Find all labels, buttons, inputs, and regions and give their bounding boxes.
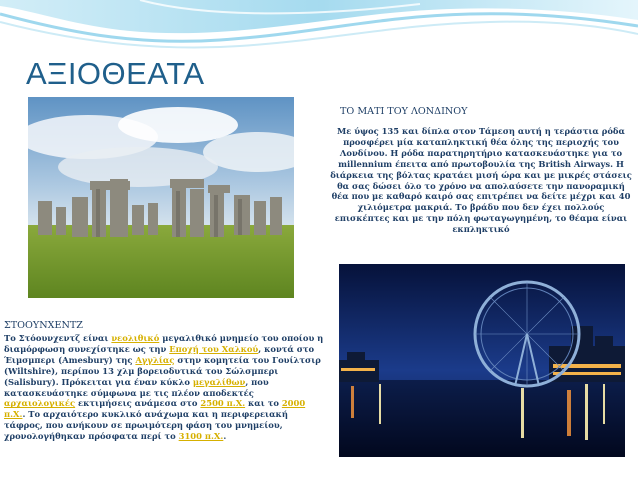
slide-title: ΑΞΙΟΘΕΑΤΑ [26,56,205,91]
stonehenge-text-run: . [223,431,227,442]
stonehenge-wiki-link[interactable]: Αγγλίας [135,354,175,365]
stonehenge-text-run: μεγαλιθικό μνημείο του οποίου η διαμόρφωση συνεχίστηκε ως την [4,333,324,354]
stonehenge-heading: ΣΤΟΟΥΝΧΕΝΤΖ [4,320,83,331]
stonehenge-text-run: στην κομητεία του Γουίλτσιρ (Wiltshire), περίπου 13 χλμ βορειοδυτικά του Σώλσμπερι (Salisbury). Πρόκειται για έναν κύκλο [4,354,321,387]
stonehenge-text-run: Το Στόουνχεντζ είναι [4,333,112,343]
stonehenge-wiki-link[interactable]: 3100 π.Χ. [178,431,224,442]
stonehenge-text-run: . Το αρχαιότερο κυκλικό ανάχωμα και η περιφερειακή τάφρος, που ανήκουν σε πρωιμότερη φάση του μνημείου, χρονολογήθηκαν πρόσφατα περί το [4,409,288,442]
stonehenge-text-run: , κοντά στο Έιμσμπερι (Amesbury) της [4,343,315,365]
stonehenge-wiki-link[interactable]: νεολιθικό [111,333,160,343]
stonehenge-photo [28,97,294,298]
stonehenge-wiki-link[interactable]: 2500 π.Χ. [200,398,246,409]
london-eye-description: Με ύψος 135 και δίπλα στον Τάμεση αυτή η τεράστια ρόδα προσφέρει μία καταπληκτική θέα όλης της περιοχής του Λονδίνου. Η ρόδα παρατηρητήριο κατασκευάστηκε για το millennium έπειτα από πρωτοβουλία της British Airways. Η διάρκεια της βόλτας κρατάει μισή ώρα και με μικρές στάσεις θα σας δώσει όλο το χρόνο να απολαύσετε την πανοραμική θέα που με καθαρό καιρό σας επιτρέπει να δείτε μέχρι και 40 χιλιόμετρα μακριά. Το βράδυ που δεν έχει πολλούς επισκέπτες και με την πόλη φωταγωγημένη, το θέαμα είναι εκπληκτικό [330,126,632,235]
stonehenge-wiki-link[interactable]: αρχαιολογικές [4,398,76,409]
london-eye-heading: ΤΟ ΜΑΤΙ ΤΟΥ ΛΟΝΔΙΝΟΥ [340,106,468,117]
stonehenge-text-run: και το [245,398,282,409]
stonehenge-wiki-link[interactable]: 2000 π.Χ. [4,398,306,420]
stonehenge-wiki-link[interactable]: Εποχή του Χαλκού [169,343,259,354]
stonehenge-text-run: , που κατασκευάστηκε σύμφωνα με τις πλέον αποδεκτές [4,376,269,398]
stonehenge-text-run: εκτιμήσεις ανάμεσα στο [75,398,201,409]
stonehenge-description [4,333,324,442]
decorative-wave-header [0,0,638,60]
stonehenge-wiki-link[interactable]: μεγαλίθων [192,376,246,387]
london-eye-night-photo [339,264,625,457]
